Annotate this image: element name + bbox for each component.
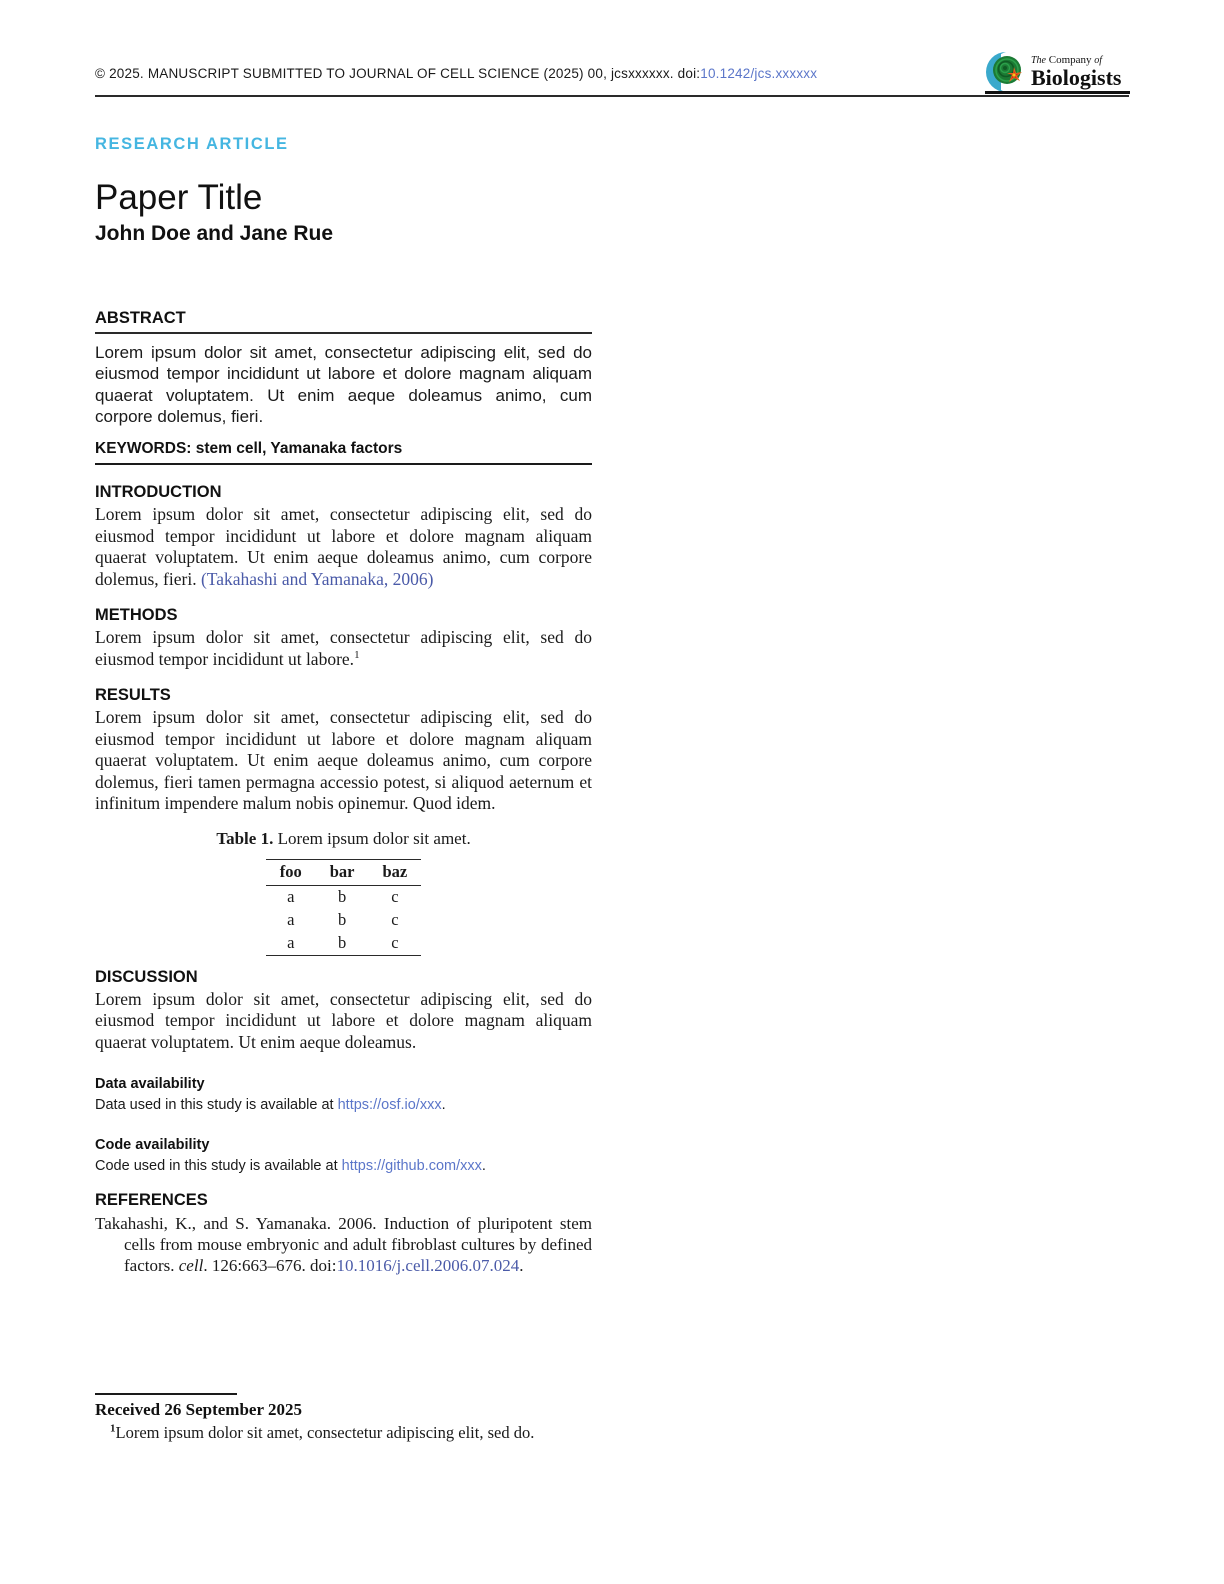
results-body: Lorem ipsum dolor sit amet, consectetur adipiscing elit, sed do eiusmod tempor incididunt ut labore et dolore magnam aliquam quaerat voluptatem. Ut enim aeque doleamus animo, cum corpore dolemus, fieri tamen permagna accessio potest, si aliquod aeternum et infinitum impendere malum nobis opinemur. Quod idem. — [95, 707, 592, 814]
footnote-rule — [95, 1393, 237, 1395]
header-doi-link[interactable]: 10.1242/jcs.xxxxxx — [700, 66, 818, 81]
data-availability-heading: Data availability — [95, 1076, 205, 1093]
table-header-cell: foo — [266, 859, 316, 885]
received-date-line: Received 26 September 2025 — [95, 1399, 302, 1419]
abstract-rule — [95, 332, 592, 334]
table-1-caption-text: Lorem ipsum dolor sit amet. — [273, 828, 471, 848]
code-availability-suffix: . — [481, 1158, 486, 1175]
header-meta-line — [95, 66, 975, 81]
introduction-body — [95, 504, 592, 590]
company-of-biologists-logo-icon — [985, 51, 1027, 93]
code-availability-heading: Code availability — [95, 1137, 210, 1154]
footnote-line — [95, 1423, 592, 1443]
page-footer — [95, 1393, 592, 1443]
keywords-rule — [95, 463, 592, 465]
reference-journal-name: cell — [178, 1256, 204, 1276]
introduction-text: Lorem ipsum dolor sit amet, consectetur adipiscing elit, sed do eiusmod tempor incididunt ut labore et dolore magnam aliquam quaerat voluptatem. Ut enim aeque doleamus animo, cum corpore dolemus, fieri. — [95, 504, 592, 589]
paper-title: Paper Title — [95, 178, 263, 217]
article-column — [95, 135, 592, 1276]
article-type-kicker: RESEARCH ARTICLE — [95, 135, 289, 153]
table-1 — [266, 859, 422, 956]
abstract-heading: ABSTRACT — [95, 309, 186, 328]
data-availability-body — [95, 1097, 592, 1114]
introduction-heading: INTRODUCTION — [95, 483, 222, 502]
table-row — [266, 909, 422, 932]
data-availability-text: Data used in this study is available at — [95, 1097, 338, 1114]
methods-body — [95, 627, 592, 670]
data-availability-link[interactable]: https://osf.io/xxx — [337, 1097, 442, 1114]
code-availability-body — [95, 1158, 592, 1175]
reference-suffix: . — [519, 1256, 524, 1276]
reference-entry — [95, 1213, 592, 1276]
company-of-biologists-logo — [985, 50, 1130, 94]
logo-word-biologists: Biologists — [1031, 65, 1122, 90]
reference-doi-link[interactable]: 10.1016/j.cell.2006.07.024 — [336, 1256, 520, 1276]
logo-word-company: Company — [1048, 54, 1092, 66]
header-meta-text: © 2025. MANUSCRIPT SUBMITTED TO JOURNAL OF CELL SCIENCE (2025) 00, jcsxxxxxx. doi: — [95, 66, 701, 81]
table-1-block — [95, 829, 592, 956]
table-row — [266, 885, 422, 909]
table-cell: b — [338, 910, 347, 930]
table-cell: c — [391, 910, 399, 930]
logo-word-the: The — [1031, 55, 1046, 66]
table-row — [266, 932, 422, 956]
footnote-reference-marker: 1 — [354, 648, 360, 661]
footnote-marker: 1 — [110, 1422, 116, 1435]
table-cell: a — [287, 887, 295, 907]
results-heading: RESULTS — [95, 686, 171, 705]
data-availability-suffix: . — [441, 1097, 446, 1114]
code-availability-link[interactable]: https://github.com/xxx — [341, 1158, 482, 1175]
citation-link-takahashi-yamanaka[interactable]: (Takahashi and Yamanaka, 2006) — [200, 568, 434, 589]
header-rule — [95, 95, 1129, 97]
discussion-heading: DISCUSSION — [95, 967, 198, 986]
author-line: John Doe and Jane Rue — [95, 222, 334, 246]
table-1-caption — [95, 829, 592, 849]
logo-underline — [985, 91, 1130, 94]
discussion-body: Lorem ipsum dolor sit amet, consectetur adipiscing elit, sed do eiusmod tempor incididunt ut labore et dolore magnam aliquam quaerat voluptatem. Ut enim aeque doleamus. — [95, 988, 592, 1052]
references-heading: REFERENCES — [95, 1191, 208, 1210]
keywords-line: KEYWORDS: stem cell, Yamanaka factors — [95, 439, 403, 457]
table-header-row — [266, 859, 422, 885]
table-header-cell: baz — [369, 859, 422, 885]
table-cell: c — [391, 933, 399, 953]
table-cell: a — [287, 910, 295, 930]
table-header-cell: bar — [316, 859, 369, 885]
table-cell: a — [287, 933, 295, 953]
reference-text: Takahashi, K., and S. Yamanaka. 2006. Induction of pluripotent stem cells from mouse embryonic and adult fibroblast cultures by defined factors. — [95, 1214, 592, 1276]
reference-text-after: . 126:663–676. doi: — [203, 1256, 337, 1276]
methods-text: Lorem ipsum dolor sit amet, consectetur adipiscing elit, sed do eiusmod tempor incididunt ut labore. — [95, 627, 592, 669]
table-cell: c — [391, 887, 399, 907]
company-of-biologists-logo-text — [1031, 55, 1121, 89]
table-cell: b — [338, 887, 347, 907]
footnote-text: Lorem ipsum dolor sit amet, consectetur adipiscing elit, sed do. — [115, 1422, 535, 1442]
logo-word-of: of — [1094, 55, 1103, 66]
methods-heading: METHODS — [95, 606, 178, 625]
abstract-body: Lorem ipsum dolor sit amet, consectetur adipiscing elit, sed do eiusmod tempor incididunt ut labore et dolore magnam aliquam quaerat voluptatem. Ut enim aeque doleamus animo, cum corpore dolemus, fieri. — [95, 342, 592, 427]
code-availability-text: Code used in this study is available at — [95, 1158, 342, 1175]
table-cell: b — [338, 933, 347, 953]
table-1-caption-label: Table 1. — [216, 828, 274, 848]
